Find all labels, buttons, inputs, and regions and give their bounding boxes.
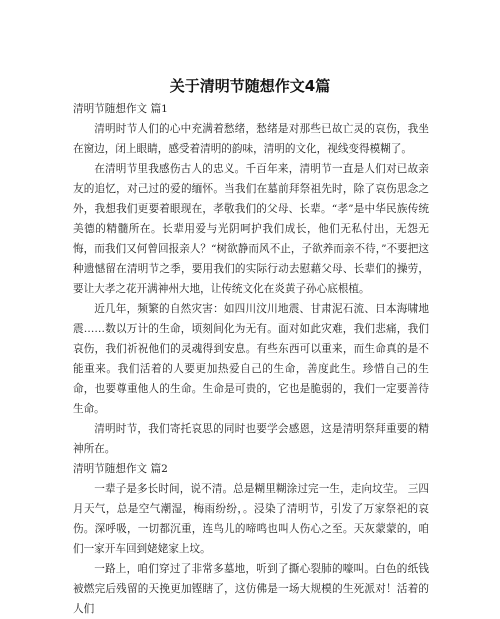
paragraph: 清明时节人们的心中充满着愁绪，愁绪是对那些已故亡灵的哀伤，我坐在窗边，闭上眼睛，感受着清明的韵味，清明的文化，视线变得模糊了。 xyxy=(73,123,429,155)
document-title: 关于清明节随想作文4篇 xyxy=(169,77,331,95)
section-heading: 清明节随想作文 篇1 xyxy=(73,103,168,115)
paragraph: 近几年，频繁的自然灾害：如四川汶川地震、甘肃泥石流、日本海啸地震……数以万计的生命，顷刻间化为无有。面对如此灾难，我们悲痛，我们哀伤，我们祈祝他们的灵魂得到安息。有些东西可以重来，而生命真的是不能重来。我们活着的人要更加热爱自己的生命，善度此生。珍惜自己的生命，也要尊重他人的生命。生命是可贵的，它也是脆弱的，我们一定要善待生命。 xyxy=(73,303,429,415)
paragraph: 一路上，咱们穿过了非常多墓地，听到了撕心裂肺的嚎叫。白色的纸钱被燃完后残留的天挽更加铿瞎了，这仿佛是一场大规模的生死派对！活着的人们 xyxy=(73,563,429,615)
paragraph: 清明时节，我们寄托哀思的同时也要学会感恩，这是清明祭拜重要的精神所在。 xyxy=(73,423,429,455)
section-heading: 清明节随想作文 篇2 xyxy=(73,463,168,475)
document-body xyxy=(73,99,429,619)
paragraph: 一辈子是多长时间，说不清。总是糊里糊涂过完一生，走向坟茔。 三四月天气，总是空气潮湿，梅雨纷纷，。浸染了清明节，引发了万家祭祀的哀伤。深呼吸，一切都沉重，连鸟儿的啼鸣也叫人伤心之至。天灰蒙蒙的，咱们一家开车回到姥姥家上坟。 xyxy=(73,483,429,555)
paragraph: 在清明节里我感伤古人的忠义。千百年来，清明节一直是人们对已故亲友的追忆，对己过的爱的缅怀。当我们在墓前拜祭祖先时，除了哀伤思念之外，我想我们更要着眼现在，孝敬我们的父母、长辈。“孝”是中华民族传统美德的精髓所在。长辈用爱与光阴呵护我们成长，他们无私付出，无怨无悔，而我们又何曾回报亲人？“树欲静而风不止，子欲养而亲不待，”不要把这种遗憾留在清明节之季，要用我们的实际行动去慰藉父母、长辈们的操劳，要让大孝之花开满神州大地，让传统文化在炎黄子孙心底根植。 xyxy=(73,163,429,295)
